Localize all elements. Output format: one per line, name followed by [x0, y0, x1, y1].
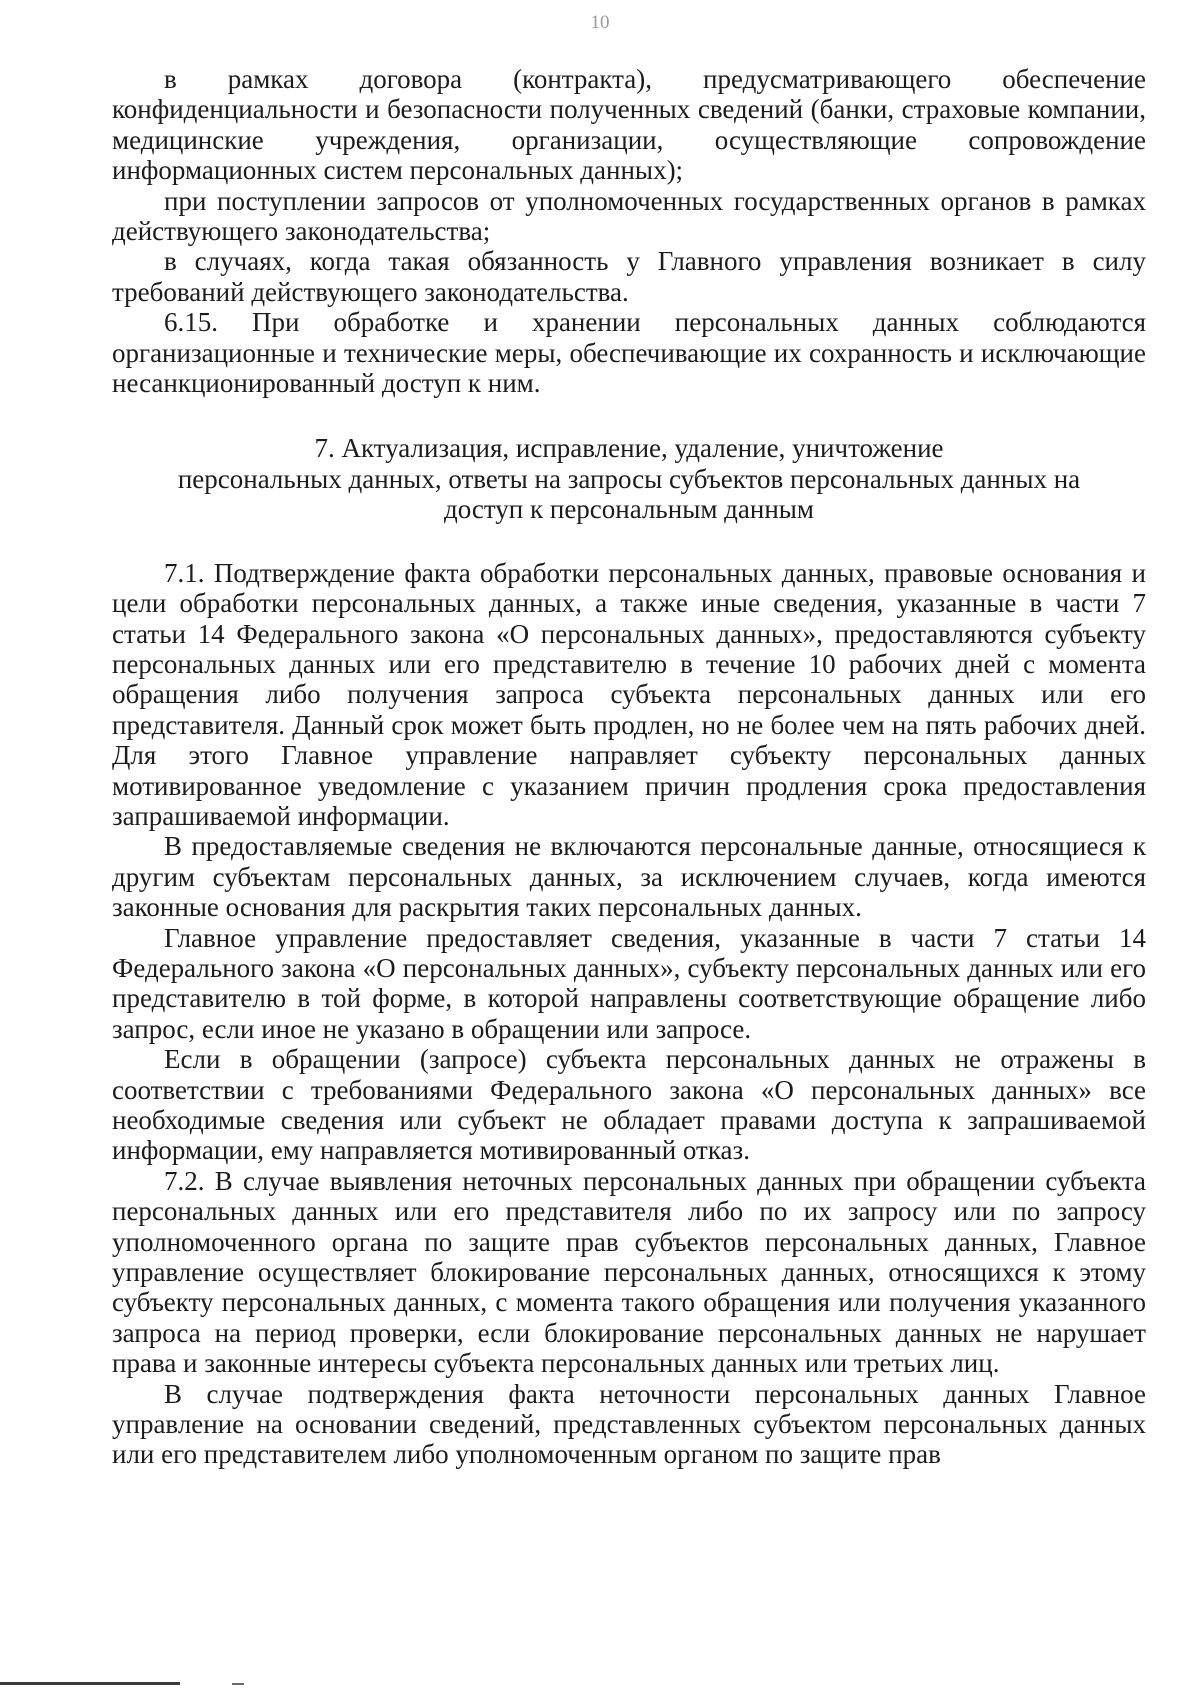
section-heading-line-2: персональных данных, ответы на запросы субъектов персональных данных на	[177, 463, 1081, 494]
section-heading-line-3: доступ к персональным данным	[443, 494, 815, 525]
paragraph-7-2: 7.2. В случае выявления неточных персональных данных при обращении субъекта персональных данных или его представителя либо по их запросу или по запросу уполномоченного органа по защите прав субъектов персональных данных, Главное управление осуществляет блокирование персональных данных, относящихся к этому субъекту персональных данных, с момента такого обращения или получения указанного запроса на период проверки, если блокирование персональных данных не нарушает права и законные интересы субъекта персональных данных или третьих лиц.	[112, 1165, 1146, 1379]
paragraph-7-1: 7.1. Подтверждение факта обработки персональных данных, правовые основания и цели обработки персональных данных, а также иные сведения, указанные в части 7 статьи 14 Федерального закона «О персональных данных», предоставляются субъекту персональных данных или его представителю в течение 10 рабочих дней с момента обращения либо получения запроса субъекта персональных данных или его представителя. Данный срок может быть продлен, но не более чем на пять рабочих дней. Для этого Главное управление направляет субъекту персональных данных мотивированное уведомление с указанием причин продления срока предоставления запрашиваемой информации.	[112, 557, 1146, 831]
paragraph-inaccuracy-confirmed: В случае подтверждения факта неточности персональных данных Главное управление на основании сведений, представленных субъектом персональных данных или его представителем либо уполномоченным органом по защите прав	[112, 1378, 1146, 1470]
paragraph-legal-obligation: в случаях, когда такая обязанность у Главного управления возникает в силу требований действующего законодательства.	[112, 246, 1146, 307]
paragraph-contract-case: в рамках договора (контракта), предусматривающего обеспечение конфиденциальности и безопасности полученных сведений (банки, страховые компании, медицинские учреждения, организации, осуществляющие сопровождение информационных систем персональных данных);	[112, 64, 1146, 186]
section-7-heading	[112, 433, 1146, 524]
page-number: 10	[590, 12, 610, 33]
scan-edge-dash	[232, 1683, 244, 1685]
paragraph-response-form: Главное управление предоставляет сведения, указанные в части 7 статьи 14 Федерального закона «О персональных данных», субъекту персональных данных или его представителю в той форме, в которой направлены соответствующие обращение либо запрос, если иное не указано в обращении или запросе.	[112, 922, 1146, 1044]
paragraph-6-15: 6.15. При обработке и хранении персональных данных соблюдаются организационные и технические меры, обеспечивающие их сохранность и исключающие несанкционированный доступ к ним.	[112, 307, 1146, 399]
section-heading-line-1: 7. Актуализация, исправление, удаление, уничтожение	[314, 433, 944, 464]
paragraph-state-requests: при поступлении запросов от уполномоченных государственных органов в рамках действующего законодательства;	[112, 185, 1146, 247]
paragraph-excluded-data: В предоставляемые сведения не включаются персональные данные, относящиеся к другим субъектам персональных данных, за исключением случаев, когда имеются законные основания для раскрытия таких персональных данных.	[112, 831, 1146, 923]
scan-edge-mark	[0, 1682, 180, 1685]
document-body	[112, 64, 1146, 1470]
paragraph-refusal: Если в обращении (запросе) субъекта персональных данных не отражены в соответствии с требованиями Федерального закона «О персональных данных» все необходимые сведения или субъект не обладает правами доступа к запрашиваемой информации, ему направляется мотивированный отказ.	[112, 1044, 1146, 1166]
